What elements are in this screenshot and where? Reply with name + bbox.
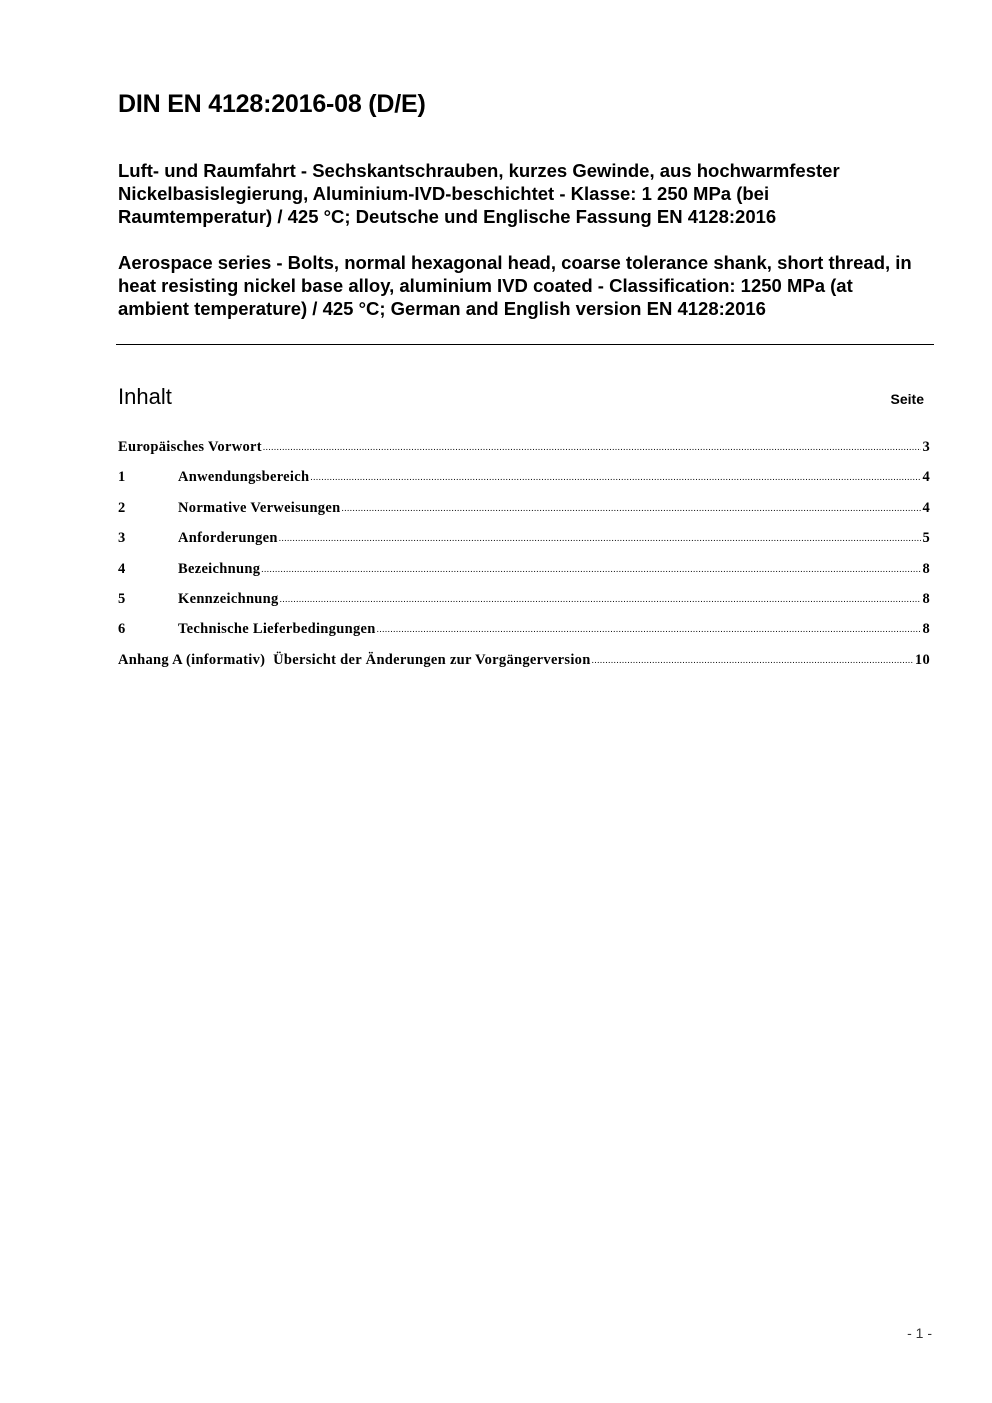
toc-entry-title: Anhang A (informativ) Übersicht der Änderungen zur Vorgängerversion: [118, 651, 591, 668]
toc-leader-dots: [263, 442, 922, 452]
toc-entry-number: 4: [118, 560, 126, 577]
toc-heading: Inhalt: [118, 384, 172, 409]
toc-entry-number: 5: [118, 590, 126, 607]
toc-entry-requirements[interactable]: [118, 530, 930, 560]
toc-entry-marking[interactable]: [118, 591, 930, 621]
toc-leader-dots: [261, 564, 921, 574]
toc-entry-title: Anforderungen: [178, 530, 278, 547]
table-of-contents: [118, 439, 930, 682]
toc-entry-page: 5: [922, 530, 930, 547]
toc-leader-dots: [280, 594, 922, 604]
toc-entry-title: Kennzeichnung: [178, 590, 279, 607]
toc-entry-page: 8: [922, 590, 930, 607]
toc-entry-page: 4: [922, 469, 930, 486]
toc-page-label: Seite: [890, 391, 924, 407]
toc-leader-dots: [279, 533, 922, 543]
document-title: DIN EN 4128:2016-08 (D/E): [118, 90, 426, 118]
toc-leader-dots: [310, 472, 921, 482]
toc-entry-title: Europäisches Vorwort: [118, 439, 262, 455]
title-divider: [116, 344, 934, 345]
toc-entry-number: 2: [118, 499, 126, 516]
toc-entry-title: Bezeichnung: [178, 560, 261, 577]
toc-entry-number: 1: [118, 469, 126, 486]
page-number: - 1 -: [907, 1325, 932, 1341]
toc-entry-page: 3: [922, 439, 930, 455]
toc-leader-dots: [592, 655, 914, 665]
toc-leader-dots: [377, 624, 922, 634]
toc-entry-scope[interactable]: [118, 469, 930, 499]
title-english: Aerospace series - Bolts, normal hexagonal head, coarse tolerance shank, short thread, in heat resisting nickel base alloy, aluminium IVD coated - Classification: 1250 MPa (at ambient temperature) / 425 °C; German and English version EN 4128:2016: [118, 252, 912, 319]
toc-entry-number: 3: [118, 530, 126, 547]
toc-entry-foreword[interactable]: [118, 439, 930, 469]
toc-entry-delivery-conditions[interactable]: [118, 621, 930, 651]
toc-leader-dots: [341, 503, 921, 513]
toc-entry-page: 4: [922, 499, 930, 516]
toc-entry-annex-a[interactable]: [118, 652, 930, 682]
toc-entry-normative-references[interactable]: [118, 500, 930, 530]
toc-entry-number: 6: [118, 621, 126, 638]
toc-entry-designation[interactable]: [118, 561, 930, 591]
toc-entry-title: Normative Verweisungen: [178, 499, 341, 516]
title-german: Luft- und Raumfahrt - Sechskantschrauben, kurzes Gewinde, aus hochwarmfester Nickelbasislegierung, Aluminium-IVD-beschichtet - Klasse: 1 250 MPa (bei Raumtemperatur) / 425 °C; Deutsche und Englische Fassung EN 4128:2016: [118, 160, 840, 227]
toc-entry-title: Anwendungsbereich: [178, 469, 310, 486]
toc-entry-title: Technische Lieferbedingungen: [178, 621, 376, 638]
toc-entry-page: 8: [922, 621, 930, 638]
toc-entry-page: 8: [922, 560, 930, 577]
toc-entry-page: 10: [914, 651, 930, 668]
